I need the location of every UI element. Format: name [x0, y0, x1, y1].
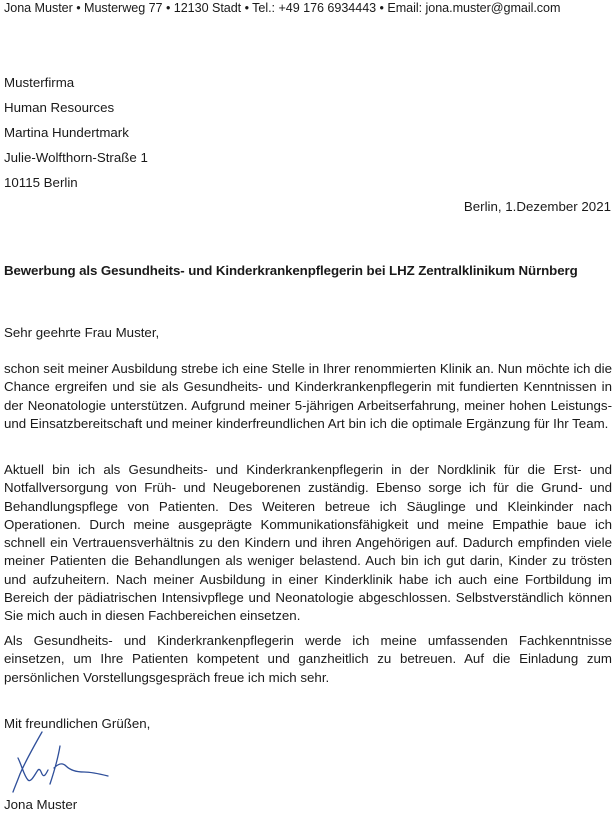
- sender-contact-line: Jona Muster • Musterweg 77 • 12130 Stadt • Tel.: +49 176 6934443 • Email: jona.muster@gmail.com: [4, 1, 561, 15]
- recipient-street: Julie-Wolfthorn-Straße 1: [4, 150, 148, 165]
- recipient-department: Human Resources: [4, 100, 115, 115]
- letter-date: Berlin, 1.Dezember 2021: [463, 199, 611, 214]
- recipient-person: Martina Hundertmark: [4, 125, 129, 140]
- recipient-city: 10115 Berlin: [4, 175, 78, 190]
- body-paragraph-3: Als Gesundheits- und Kinderkrankenpflegerin werde ich meine umfassenden Fachkenntnisse einsetzen, um Ihre Patienten kompetent und ganzheitlich zu betreuen. Auf die Einladung zum persönlichen Vorstellungsgespräch freue ich mich sehr.: [4, 633, 612, 685]
- salutation: Sehr geehrte Frau Muster,: [4, 325, 160, 340]
- recipient-company: Musterfirma: [4, 75, 75, 90]
- handwritten-signature: [4, 728, 114, 796]
- signatory-name: Jona Muster: [4, 797, 78, 812]
- signature-stroke: [13, 732, 108, 792]
- closing-phrase: Mit freundlichen Grüßen,: [4, 716, 151, 731]
- body-paragraph-1: schon seit meiner Ausbildung strebe ich eine Stelle in Ihrer renommierten Klinik an. Nun möchte ich die Chance ergreifen und sie als Gesundheits- und Kinderkrankenpflegerin mit fundierten Kenntnissen in der Neonatologie unterstützen. Aufgrund meiner 5-jährigen Arbeitserfahrung, meiner hohen Leistungs- und Einsatzbereitschaft und meiner kinderfreundlichen Art bin ich die optimale Ergänzung für Ihr Team.: [4, 361, 612, 431]
- body-paragraph-2: Aktuell bin ich als Gesundheits- und Kinderkrankenpflegerin in der Nordklinik für die Erst- und Notfallversorgung von Früh- und Neugeborenen zuständig. Ebenso sorge ich für die Grund- und Behandlungspflege von Patienten. Des Weiteren betreue ich Säuglinge und Kleinkinder nach Operationen. Durch meine ausgeprägte Kommunikationsfähigkeit und meine Empathie baue ich schnell ein Vertrauensverhältnis zu den Kindern und ihren Angehörigen auf. Dadurch empfinden viele meiner Patienten die Behandlungen als weniger belastend. Auch bin ich gut darin, Kinder zu trösten und aufzuheitern. Nach meiner Ausbildung in einer Kinderklinik habe ich auch eine Fortbildung im Bereich der pädiatrischen Intensivpflege und Neonatologie abgeschlossen. Selbstverständlich können Sie mich auch in diesen Fachbereichen einsetzen.: [4, 462, 612, 624]
- letter-subject: Bewerbung als Gesundheits- und Kinderkrankenpflegerin bei LHZ Zentralklinikum Nürnberg: [4, 263, 578, 278]
